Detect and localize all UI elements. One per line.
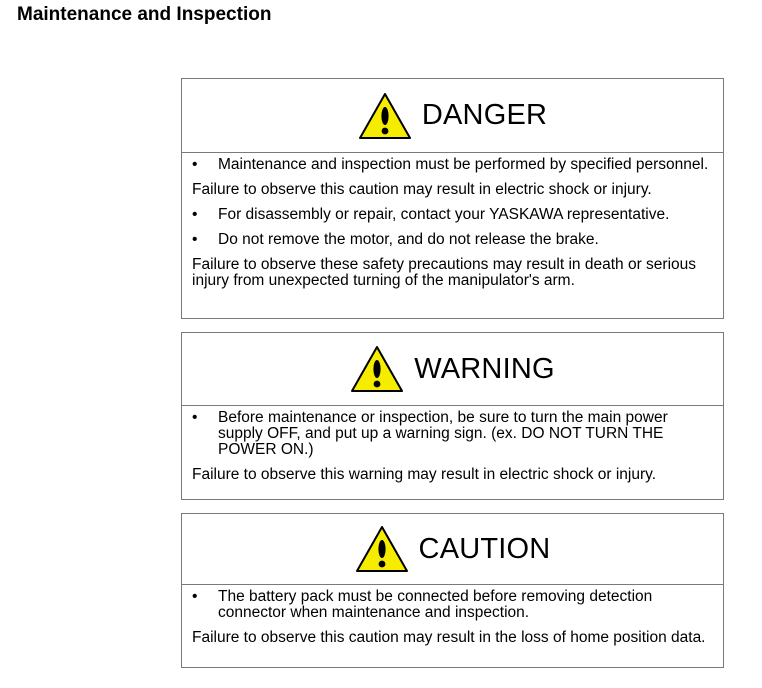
bullet-text: Maintenance and inspection must be performed by specified personnel. [218, 156, 709, 173]
bullet-text: The battery pack must be connected before removing detection connector when maintenance and inspection. [218, 588, 653, 621]
bullet-mark: • [192, 231, 198, 248]
danger-body [182, 153, 723, 289]
bullet-item [192, 410, 715, 458]
caution-box [181, 513, 724, 668]
bullet-mark: • [192, 206, 198, 223]
danger-header [182, 79, 723, 153]
bullet-item [192, 232, 715, 248]
page-title: Maintenance and Inspection [17, 4, 272, 25]
caution-header [182, 514, 723, 585]
warning-box [181, 332, 724, 500]
warning-signal-word: WARNING [414, 352, 555, 385]
bullet-item [192, 157, 715, 173]
warning-triangle-icon [355, 525, 409, 573]
consequence-text: Failure to observe this caution may result in the loss of home position data. [192, 629, 706, 646]
danger-signal-word: DANGER [421, 99, 548, 131]
warning-header [182, 333, 723, 406]
bullet-mark: • [192, 409, 198, 426]
bullet-mark: • [192, 156, 198, 173]
warning-triangle-icon [350, 345, 404, 393]
consequence-text: Failure to observe this caution may result in electric shock or injury. [192, 181, 652, 198]
danger-box [181, 78, 724, 319]
consequence-text: Failure to observe these safety precautions may result in death or serious injury from unexpected turning of the manipulator's arm. [192, 256, 697, 289]
bullet-mark: • [192, 588, 198, 605]
bullet-text: For disassembly or repair, contact your YASKAWA representative. [218, 206, 670, 223]
bullet-text: Do not remove the motor, and do not release the brake. [218, 231, 599, 248]
bullet-item [192, 207, 715, 223]
caution-signal-word: CAUTION [418, 532, 551, 565]
consequence-text: Failure to observe this warning may result in electric shock or injury. [192, 466, 657, 483]
warning-triangle-icon [358, 92, 412, 140]
caution-body [182, 585, 723, 646]
bullet-text: Before maintenance or inspection, be sure to turn the main power supply OFF, and put up a warning sign. (ex. DO NOT TURN THE POWER ON.) [218, 409, 668, 458]
warning-body [182, 406, 723, 483]
bullet-item [192, 589, 715, 621]
